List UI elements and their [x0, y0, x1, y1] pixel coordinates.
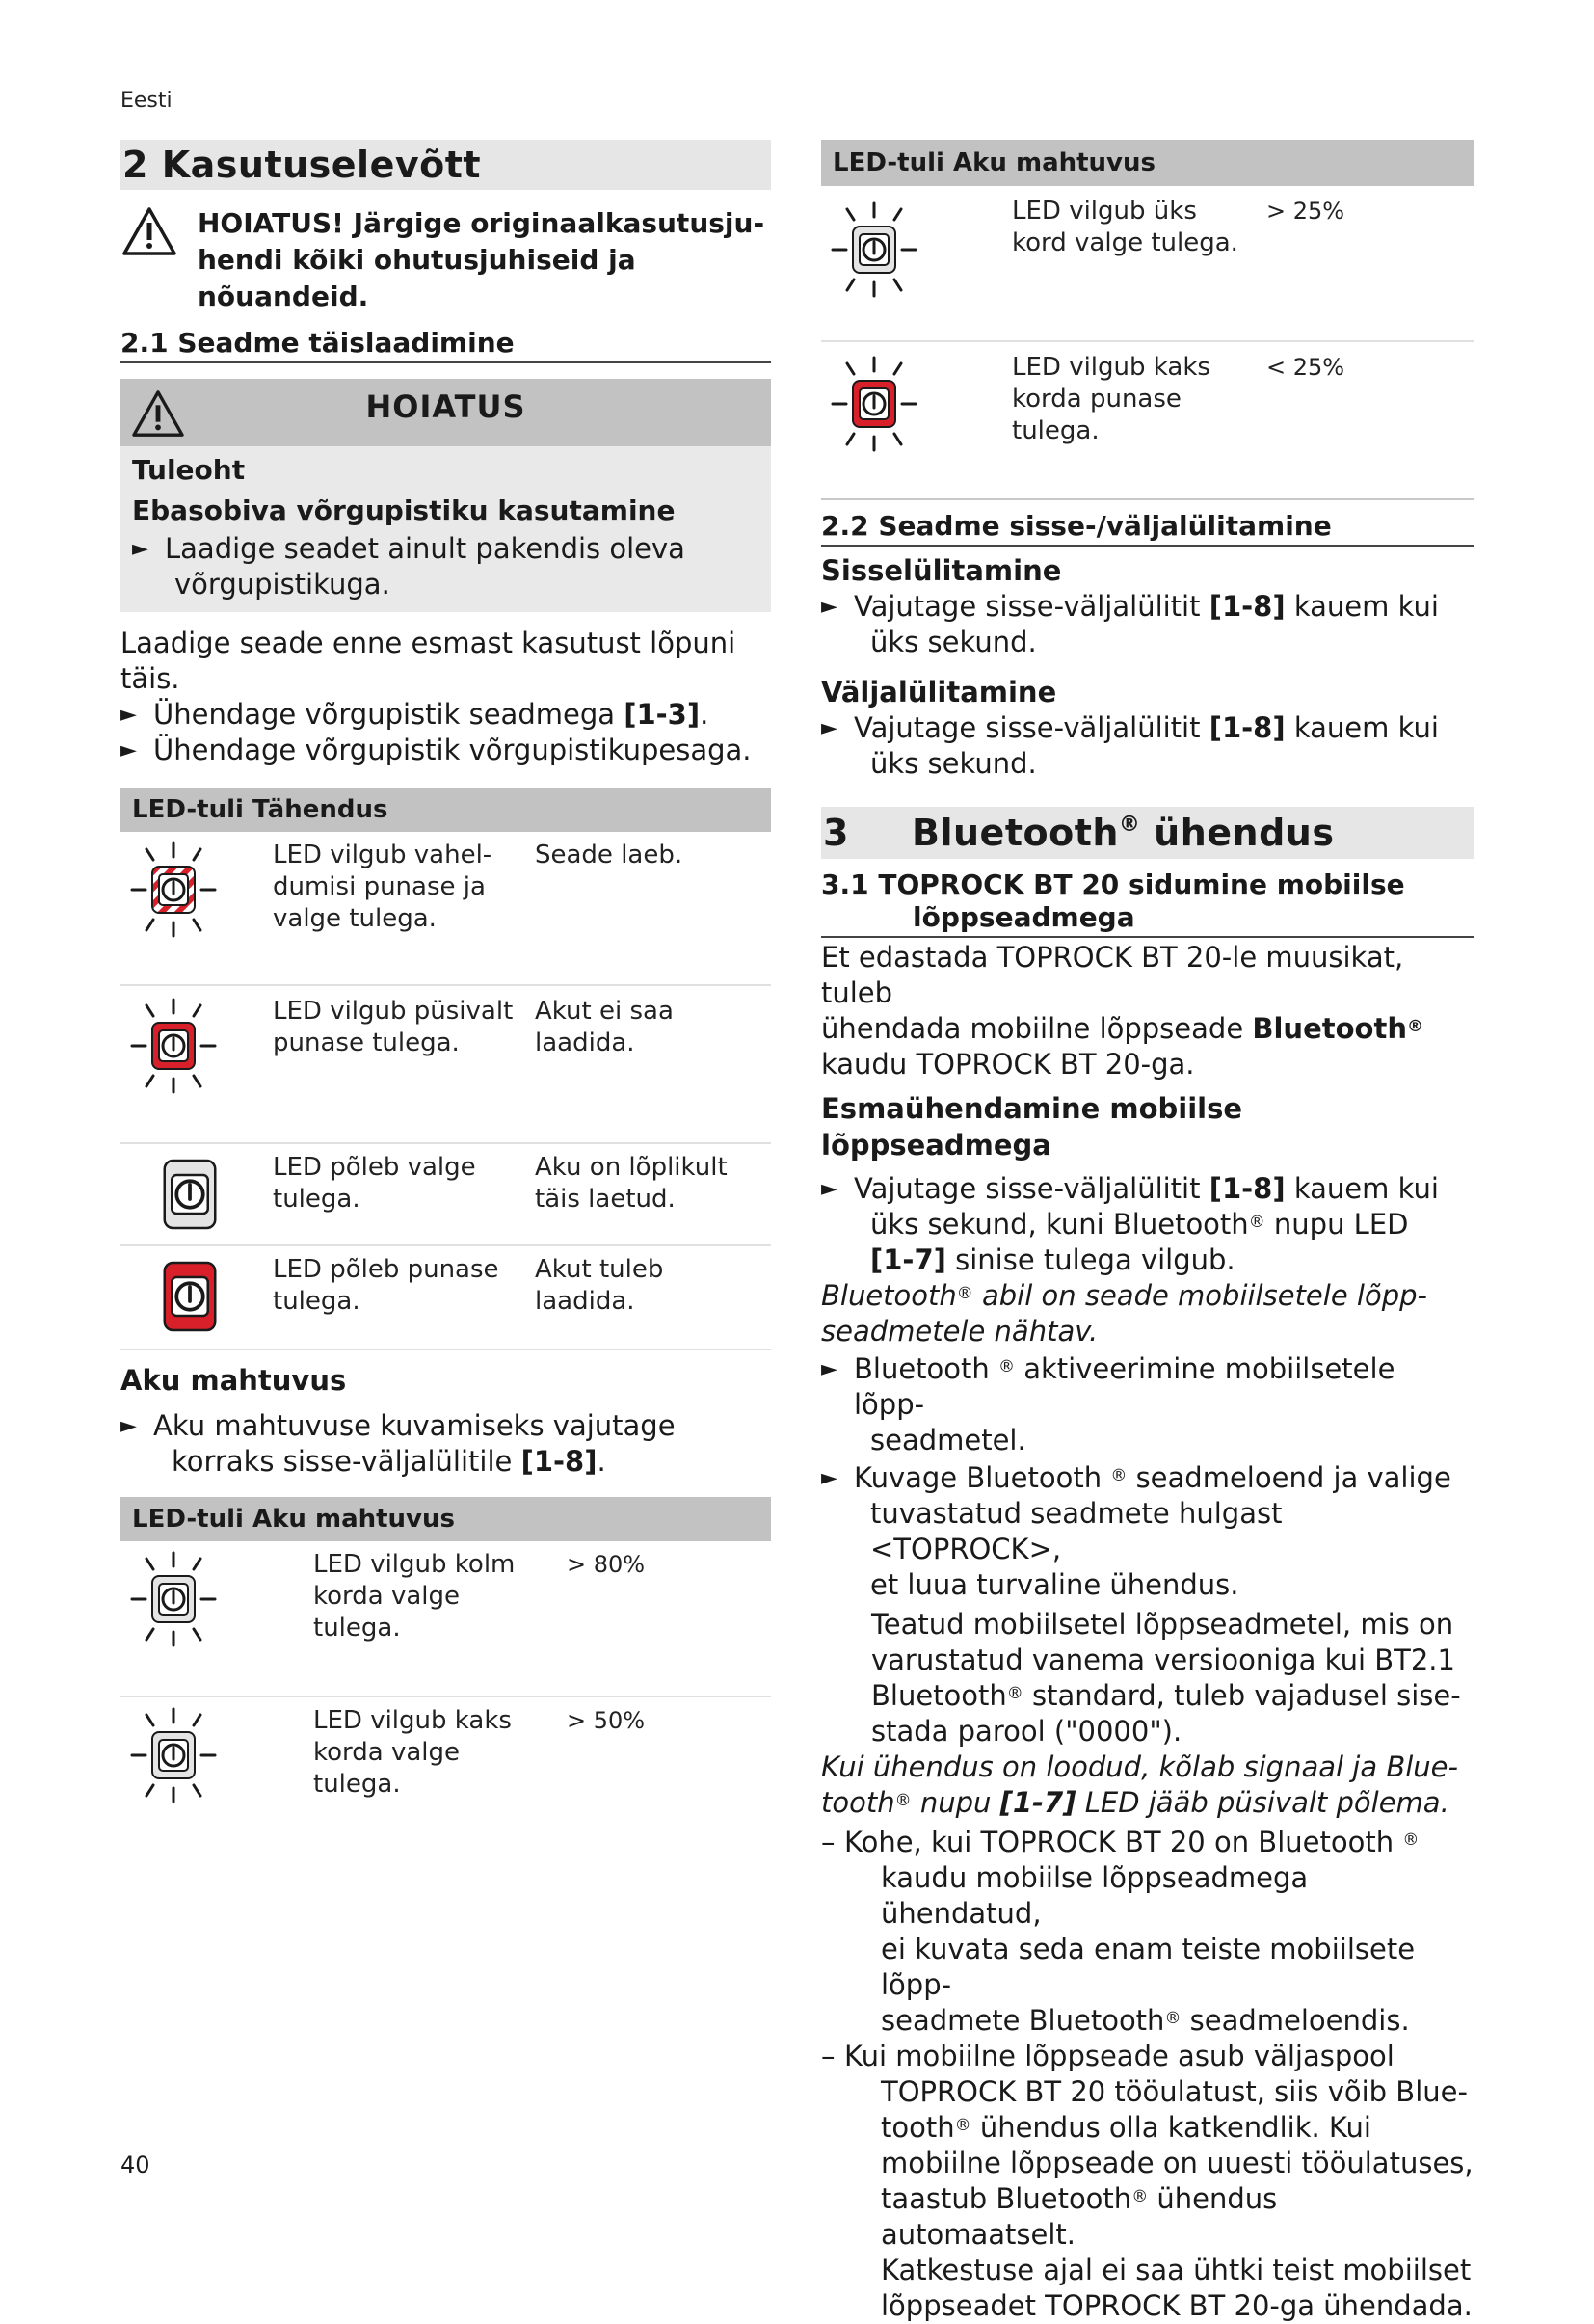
- arrow-bullet-icon: ►: [821, 595, 837, 619]
- page-number: 40: [120, 2151, 150, 2178]
- led-meaning: Akut ei saa laadida.: [535, 997, 674, 1057]
- table-header: LED-tuli Aku mahtuvus: [821, 140, 1474, 186]
- table-row: [821, 342, 1474, 500]
- switch-on-heading: Sisselülitamine: [821, 554, 1062, 587]
- led-blinking-red-icon: [130, 998, 217, 1094]
- dash-bullet: –: [821, 1826, 836, 1858]
- section-title: Kasutuselevõtt: [161, 144, 482, 186]
- led-description: LED vilgub vahel- dumisi punase ja valge tulega.: [273, 841, 492, 933]
- left-column: [120, 140, 771, 1852]
- led-blinking-white-icon: [831, 201, 917, 298]
- table-row: [120, 1246, 771, 1350]
- dash-note-connected: – Kohe, kui TOPROCK BT 20 on Bluetooth ® kaudu mobiilse lõppseadmega ühendatud, ei kuvata seda enam teiste mobiilsete lõpp- seadmete Bluetooth® seadmeloendis.: [821, 1826, 1420, 2037]
- arrow-bullet-icon: ►: [821, 1177, 837, 1201]
- table-row: [120, 1541, 771, 1697]
- capacity-value: > 50%: [567, 1707, 646, 1734]
- table-row: [821, 186, 1474, 342]
- arrow-bullet-icon: ►: [821, 1357, 837, 1381]
- charge-intro: Laadige seade enne esmast kasutust lõpuni täis.: [120, 627, 736, 695]
- arrow-bullet-icon: ►: [821, 716, 837, 740]
- led-description: LED vilgub kaks korda valge tulega.: [313, 1706, 512, 1799]
- led-solid-white-icon: [159, 1156, 221, 1233]
- warning-line: [120, 205, 771, 315]
- led-blinking-red-icon: [831, 356, 917, 452]
- switch-off-instruction: ► Vajutage sisse-väljalülitit [1-8] kauem kui üks sekund.: [821, 711, 1439, 780]
- led-description: LED vilgub püsivalt punase tulega.: [273, 997, 514, 1057]
- battery-capacity-table-continued: [821, 140, 1474, 500]
- password-note: Teatud mobiilsetel lõppseadmetel, mis on varustatud vanema versiooniga kui BT2.1 Bluetooth® standard, tuleb vajadusel sise- stada parool ("0000").: [871, 1608, 1461, 1748]
- capacity-value: < 25%: [1266, 354, 1345, 381]
- warning-box-title: HOIATUS: [365, 388, 526, 425]
- arrow-bullet-icon: ►: [120, 1414, 137, 1438]
- battery-capacity-heading: Aku mahtuvus: [120, 1364, 347, 1397]
- arrow-bullet-icon: ►: [120, 703, 137, 727]
- pairing-step-select: ► Kuvage Bluetooth ® seadmeloend ja valige tuvastatud seadmete hulgast <TOPROCK>, et luua turvaline ühendus.: [821, 1461, 1451, 1601]
- bluetooth-intro: Et edastada TOPROCK BT 20-le muusikat, tuleb ühendada mobiilne lõppseade Bluetooth® kaudu TOPROCK BT 20-ga.: [821, 941, 1423, 1081]
- dash-bullet: –: [821, 2040, 836, 2072]
- arrow-bullet-icon: ►: [120, 738, 137, 762]
- visibility-note: Bluetooth® abil on seade mobiilsetele lõpp- seadmetele nähtav.: [821, 1279, 1427, 1348]
- warning-line-1: HOIATUS! Järgige originaalkasutusju-: [198, 207, 765, 239]
- table-header: LED-tuli Tähendus: [120, 788, 771, 832]
- warning-line-2: hendi kõiki ohutusjuhiseid ja nõuandeid.: [198, 244, 636, 312]
- subsection-3-1-heading: 3.1 TOPROCK BT 20 sidumine mobiilse lõppseadmega: [821, 868, 1474, 938]
- led-meaning-table: [120, 788, 771, 1350]
- battery-capacity-table: [120, 1497, 771, 1852]
- led-description: LED vilgub üks kord valge tulega.: [1012, 197, 1238, 257]
- led-blinking-white-icon: [130, 1551, 217, 1647]
- led-meaning: Aku on lõplikult täis laetud.: [535, 1153, 728, 1214]
- first-pairing-heading: Esmaühendamine mobiilse lõppseadmega: [821, 1092, 1243, 1162]
- warning-instruction: ► Laadige seadet ainult pakendis oleva võrgupistikuga.: [132, 532, 685, 601]
- warning-cause: Ebasobiva võrgupistiku kasutamine: [132, 494, 676, 526]
- warning-box: [120, 379, 771, 612]
- step-connect-socket: ► Ühendage võrgupistik võrgupistikupesaga.: [120, 734, 752, 766]
- right-column: [821, 140, 1474, 2324]
- section-2-heading: [120, 140, 771, 190]
- step-connect-plug: ► Ühendage võrgupistik seadmega [1-3].: [120, 698, 709, 731]
- switch-on-instruction: ► Vajutage sisse-väljalülitit [1-8] kauem kui üks sekund.: [821, 590, 1439, 658]
- section-number: 3: [823, 812, 849, 854]
- warning-box-header: [120, 379, 771, 446]
- section-title: Bluetooth: [912, 812, 1119, 854]
- header-language: Eesti: [120, 89, 173, 113]
- battery-capacity-instruction: ► Aku mahtuvuse kuvamiseks vajutage korraks sisse-väljalülitile [1-8].: [120, 1409, 676, 1478]
- led-meaning: Seade laeb.: [535, 841, 683, 869]
- section-3-heading: 3 Bluetooth® ühendus: [821, 807, 1474, 859]
- arrow-bullet-icon: ►: [821, 1466, 837, 1490]
- led-description: LED vilgub kolm korda valge tulega.: [313, 1550, 516, 1643]
- pairing-step-activate: ► Bluetooth ® aktiveerimine mobiilsetele lõpp- seadmetel.: [821, 1352, 1395, 1456]
- connected-note: Kui ühendus on loodud, kõlab signaal ja Blue- tooth® nupu [1-7] LED jääb püsivalt põlema.: [821, 1750, 1458, 1819]
- led-solid-red-icon: [159, 1258, 221, 1335]
- led-meaning: Akut tuleb laadida.: [535, 1255, 664, 1316]
- section-number: 2: [122, 144, 148, 186]
- table-header: LED-tuli Aku mahtuvus: [120, 1497, 771, 1541]
- warning-hazard: Tuleoht: [132, 454, 246, 486]
- led-blinking-white-icon: [130, 1707, 217, 1803]
- table-row: [120, 1697, 771, 1852]
- dash-note-range: – Kui mobiilne lõppseade asub väljaspool TOPROCK BT 20 tööulatust, siis võib Blue- tooth® ühendus olla katkendlik. Kui mobiilne lõppseade on uuesti tööulatuses, taastub Bluetooth® ühendus automaatselt. Katkestuse ajal ei saa ühtki teist mobiilset lõppseadet TOPROCK BT 20-ga ühendada.: [821, 2040, 1474, 2322]
- warning-triangle-icon: [120, 205, 198, 315]
- arrow-bullet-icon: ►: [132, 537, 148, 561]
- switch-off-heading: Väljalülitamine: [821, 676, 1057, 708]
- led-description: LED põleb punase tulega.: [273, 1255, 499, 1316]
- capacity-value: > 80%: [567, 1551, 646, 1578]
- subsection-2-2-heading: 2.2 Seadme sisse-/väljalülitamine: [821, 510, 1474, 547]
- subsection-2-1-heading: 2.1 Seadme täislaadimine: [120, 327, 771, 363]
- led-description: LED vilgub kaks korda punase tulega.: [1012, 353, 1210, 445]
- table-row: [120, 986, 771, 1144]
- table-row: [120, 1144, 771, 1246]
- led-blinking-red-white-icon: [130, 841, 217, 938]
- capacity-value: > 25%: [1266, 198, 1345, 225]
- pairing-step-power: ► Vajutage sisse-väljalülitit [1-8] kauem kui üks sekund, kuni Bluetooth® nupu LED [1-7] sinise tulega vilgub.: [821, 1172, 1439, 1276]
- led-description: LED põleb valge tulega.: [273, 1153, 476, 1214]
- table-row: [120, 832, 771, 986]
